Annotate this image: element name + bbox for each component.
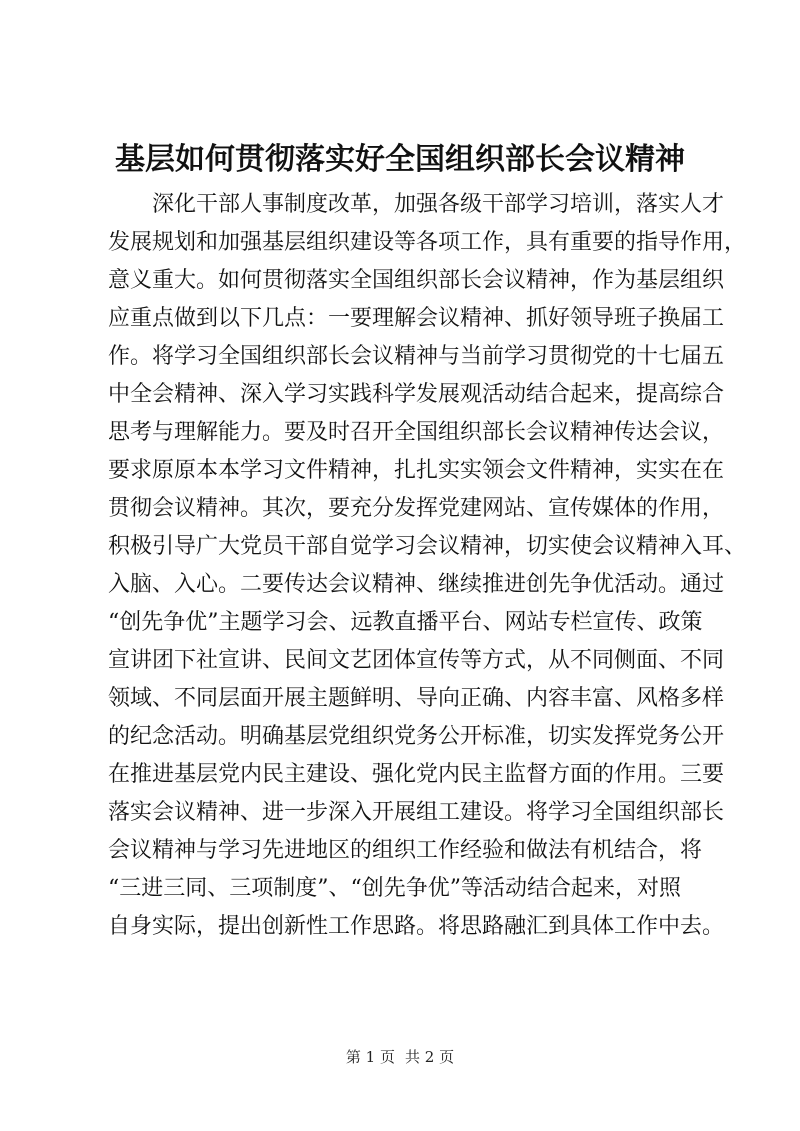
body-line: 积极引导广大党员干部自觉学习会议精神，切实使会议精神入耳、 [108,534,747,559]
body-line: 意义重大。如何贯彻落实全国组织部长会议精神，作为基层组织 [108,268,725,293]
body-line: 会议精神与学习先进地区的组织工作经验和做法有机结合，将 [108,838,703,863]
body-line: 发展规划和加强基层组织建设等各项工作，具有重要的指导作用， [108,230,747,255]
body-line: 入脑、入心。二要传达会议精神、继续推进创先争优活动。通过 [108,572,725,597]
body-line: 中全会精神、深入学习实践科学发展观活动结合起来，提高综合 [108,382,725,407]
body-line: 深化干部人事制度改革，加强各级干部学习培训，落实人才 [152,192,725,217]
page-total: 共 2 页 [405,1048,455,1066]
body-line: 思考与理解能力。要及时召开全国组织部长会议精神传达会议， [108,420,725,445]
document-body [108,186,747,946]
body-line: 自身实际，提出创新性工作思路。将思路融汇到具体工作中去。 [108,914,725,939]
body-line: 贯彻会议精神。其次，要充分发挥党建网站、宣传媒体的作用， [108,496,725,521]
body-line: 宣讲团下社宣讲、民间文艺团体宣传等方式，从不同侧面、不同 [108,648,725,673]
body-line: 领域、不同层面开展主题鲜明、导向正确、内容丰富、风格多样 [108,686,725,711]
body-line: 在推进基层党内民主建设、强化党内民主监督方面的作用。三要 [108,762,725,787]
document-title: 基层如何贯彻落实好全国组织部长会议精神 [115,142,685,177]
body-line: “三进三同、三项制度”、“创先争优”等活动结合起来，对照 [108,876,681,901]
body-line: 的纪念活动。明确基层党组织党务公开标准，切实发挥党务公开 [108,724,725,749]
body-line: 作。将学习全国组织部长会议精神与当前学习贯彻党的十七届五 [108,344,725,369]
body-line: 要求原原本本学习文件精神，扎扎实实领会文件精神，实实在在 [108,458,725,483]
page-number: 第 1 页 [345,1048,395,1066]
body-line: 落实会议精神、进一步深入开展组工建设。将学习全国组织部长 [108,800,725,825]
page-footer [0,1046,800,1067]
body-line: 应重点做到以下几点：一要理解会议精神、抓好领导班子换届工 [108,306,725,331]
body-line: “创先争优”主题学习会、远教直播平台、网站专栏宣传、政策 [108,610,703,635]
